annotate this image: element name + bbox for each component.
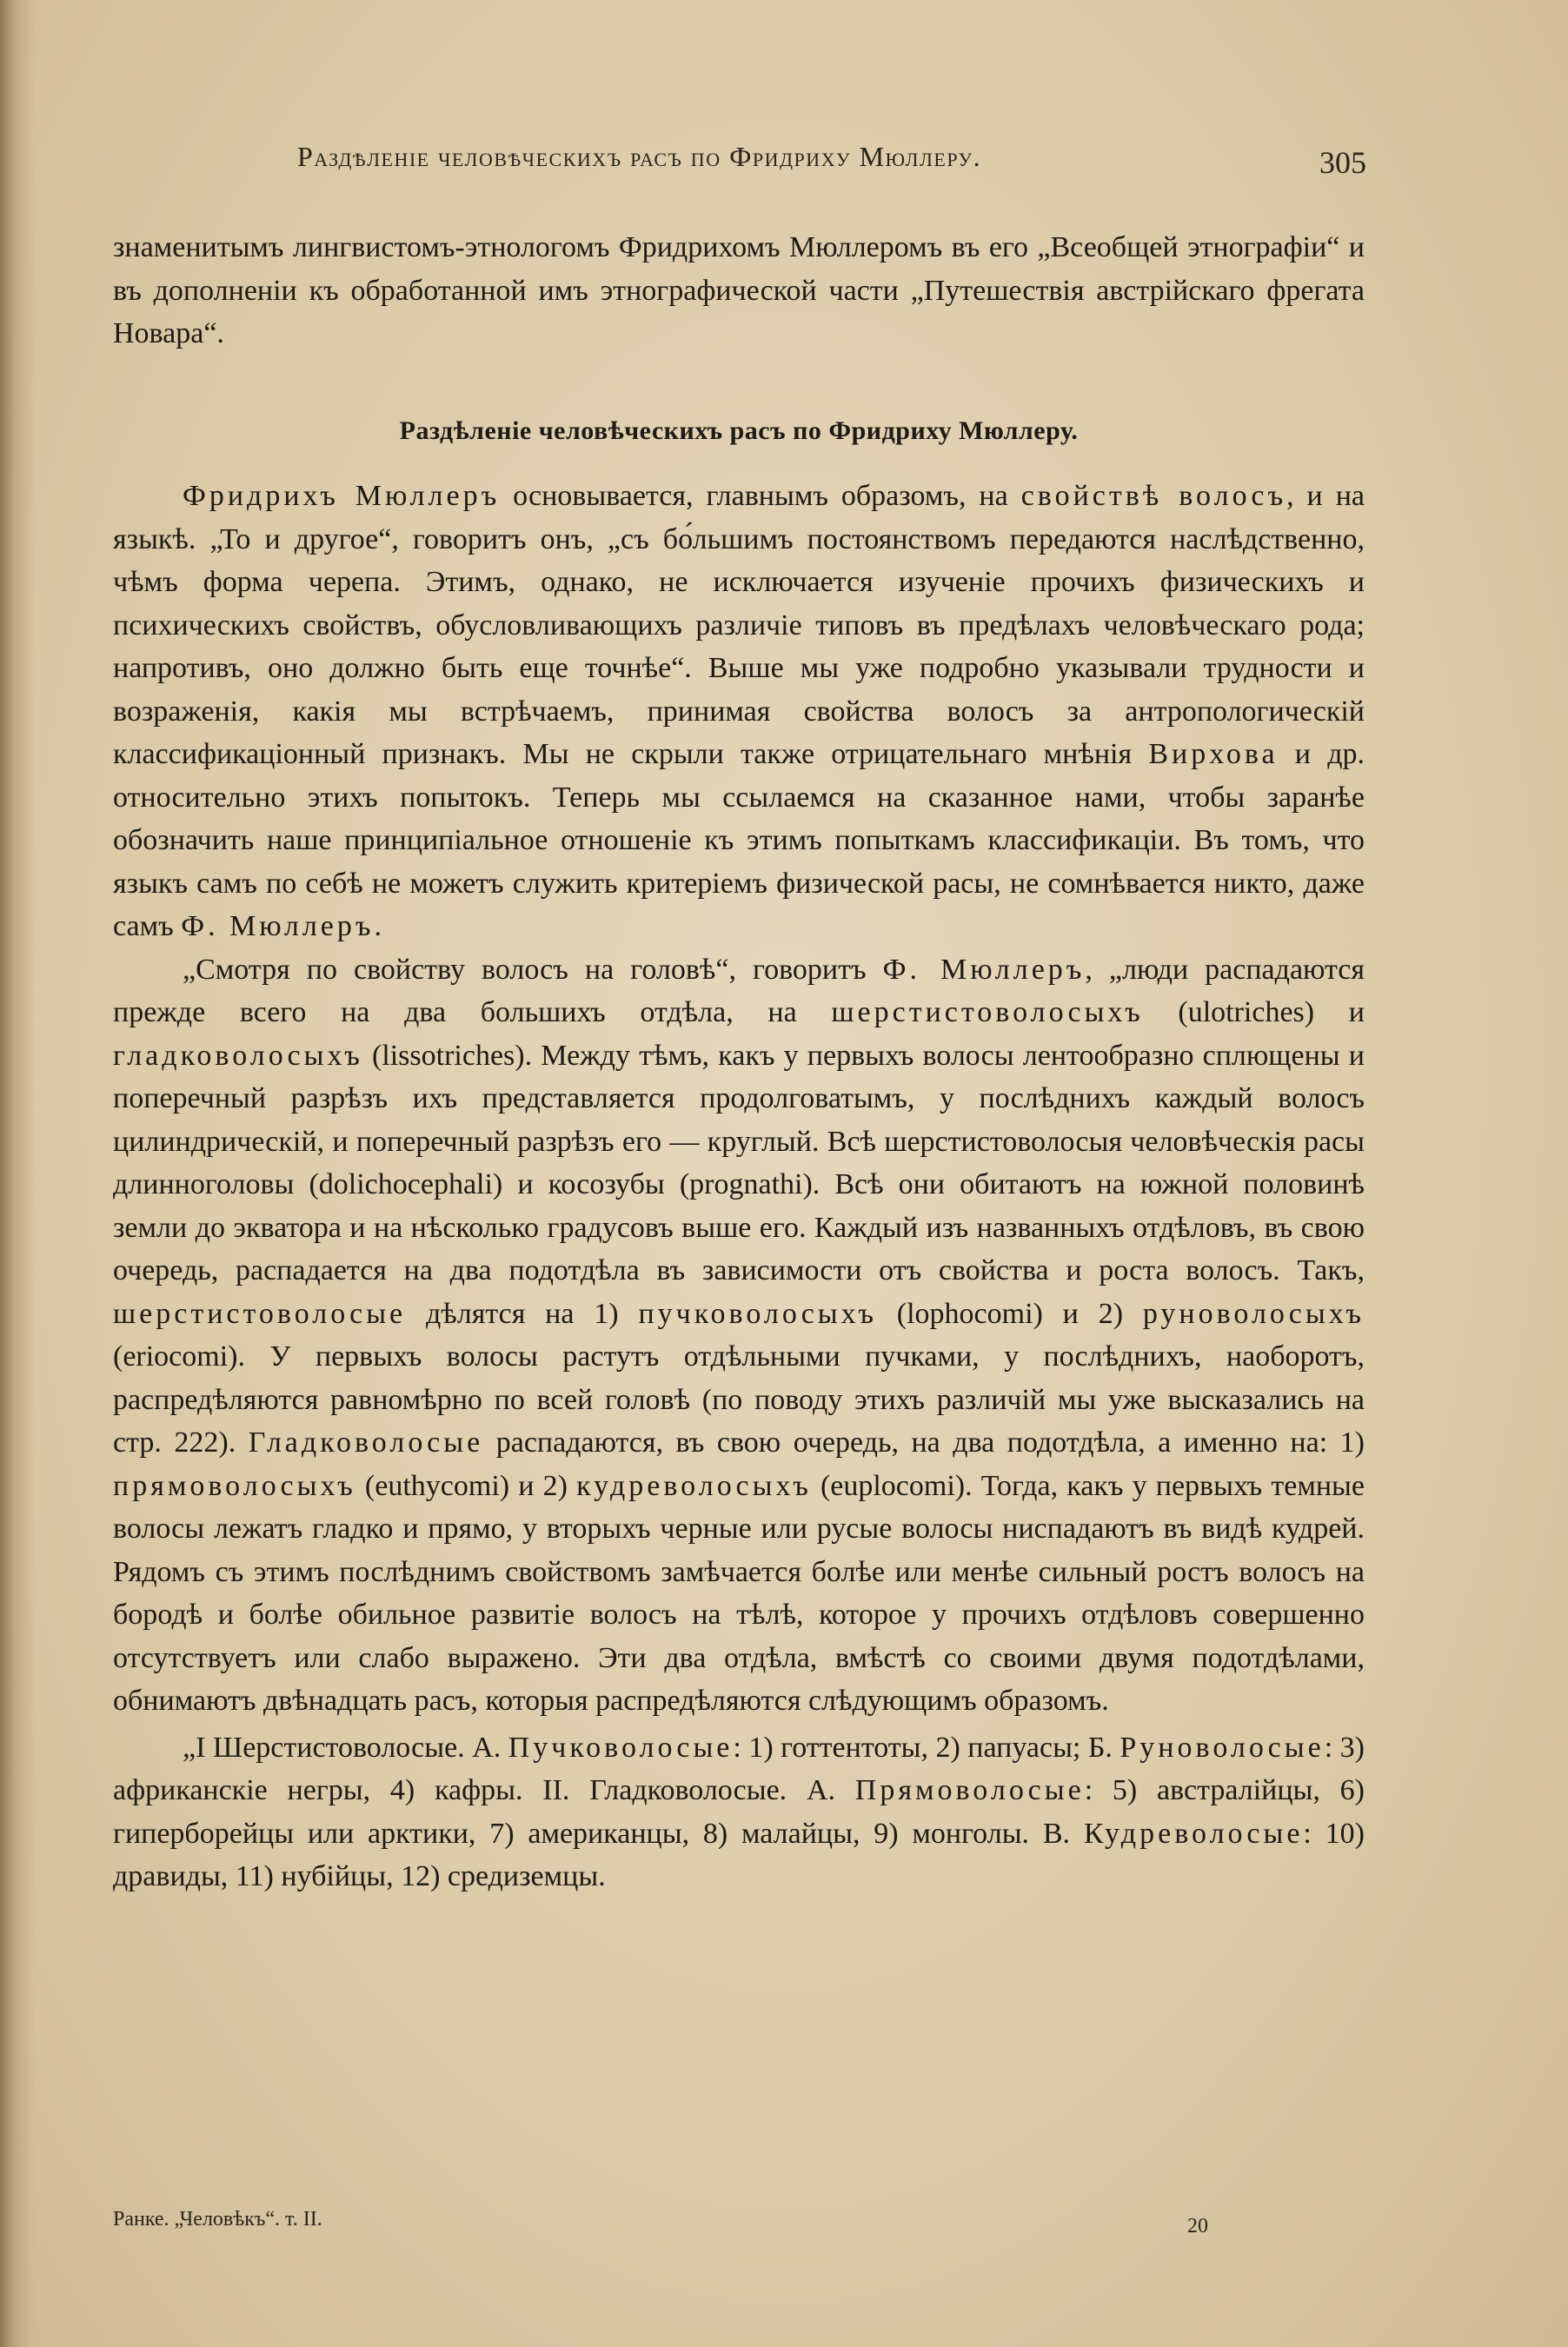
spaced-text: руноволосыхъ	[1142, 1297, 1365, 1330]
spaced-text: шерстистоволосыхъ	[831, 996, 1144, 1028]
paragraph-text: : 5) австралійцы, 6) гиперборейцы или арктики, 7) американцы, 8) малайцы, 9) монголы. В.	[113, 1774, 1365, 1850]
paragraph-text: .	[374, 910, 382, 942]
paragraph-text: (euplocomi). Тогда, какъ у первыхъ темные волосы лежатъ гладко и прямо, у вторыхъ черные или русые волосы ниспадаютъ въ видѣ кудрей. Рядомъ съ этимъ послѣднимъ свойствомъ замѣчается болѣе или менѣе сильный ростъ волосъ на бородѣ и болѣе обильное развитіе волосъ на тѣлѣ, которое у прочихъ отдѣловъ совершенно отсутствуетъ или слабо выражено. Эти два отдѣла, вмѣстѣ со своими двумя подотдѣлами, обнимаютъ двѣнадцать расъ, которыя распредѣляются слѣдующимъ образомъ.	[113, 1469, 1365, 1717]
spaced-text: Ф. Мюллеръ	[882, 953, 1086, 986]
paragraph-text: дѣлятся на 1)	[406, 1297, 639, 1330]
paragraph-text: распадаются, въ свою очередь, на два подотдѣла, а именно на: 1)	[483, 1426, 1365, 1459]
paragraph-text: , и на языкѣ. „То и другое“, говоритъ онъ, „съ бо́льшимъ постоянствомъ передаются наслѣдственно, чѣмъ форма черепа. Этимъ, однако, не исключается изученіе прочихъ физическихъ и психическихъ свойствъ, обусловливающихъ различіе типовъ въ предѣлахъ человѣческаго рода; напротивъ, оно должно быть еще точнѣе“. Выше мы уже подробно указывали трудности и возраженія, какія мы встрѣчаемъ, принимая свойства волосъ за антропологическій классификаціонный признакъ. Мы не скрыли также отрицательнаго мнѣнія	[113, 480, 1365, 770]
spaced-text: Кудреволосые	[1083, 1817, 1304, 1850]
spaced-text: кудреволосыхъ	[576, 1469, 812, 1502]
paragraph-2	[113, 948, 1365, 1723]
paragraph-text: (eriocomi). У первыхъ волосы растутъ отдѣльными пучками, у послѣднихъ, наоборотъ, распредѣляются равномѣрно по всей головѣ (по поводу этихъ различій мы уже высказались на стр. 222).	[113, 1340, 1365, 1459]
paragraph-text: „I Шерстистоволосые. А.	[183, 1731, 508, 1764]
spaced-text: прямоволосыхъ	[113, 1469, 356, 1502]
spaced-text: Ф. Мюллеръ	[181, 910, 375, 942]
paragraph-text: , „люди распадаются прежде всего на два большихъ отдѣла, на	[113, 953, 1365, 1028]
page-number: 305	[1319, 145, 1366, 180]
section-heading: Раздѣленіе человѣческихъ расъ по Фридриху Мюллеру.	[399, 416, 1079, 445]
paragraph-text: основывается, главнымъ образомъ, на	[500, 480, 1021, 512]
spaced-text: шерстистоволосые	[113, 1297, 407, 1330]
spaced-text: Руноволосые	[1120, 1731, 1325, 1764]
paragraph-text: : 3) африканскіе негры, 4) кафры. II. Гладковолосые. А.	[113, 1731, 1365, 1806]
paragraph-text: (lophocomi) и 2)	[876, 1297, 1143, 1330]
printer-signature: 20	[1187, 2215, 1208, 2237]
running-title: Раздѣленіе человѣческихъ расъ по Фридриху Мюллеру.	[297, 141, 982, 172]
spaced-text: Гладковолосые	[248, 1426, 484, 1459]
spaced-text: пучковолосыхъ	[638, 1297, 877, 1330]
paragraph-text: и др. относительно этихъ попытокъ. Теперь мы ссылаемся на сказанное нами, чтобы заранѣе обозначить наше принципіальное отношеніе къ этимъ попыткамъ классификаціи. Въ томъ, что языкъ самъ по себѣ не можетъ служить критеріемъ физической расы, не сомнѣвается никто, даже самъ	[113, 738, 1365, 942]
classification-quote	[113, 1726, 1365, 1898]
spaced-text: Фридрихъ Мюллеръ	[183, 480, 501, 512]
paragraph-text: „Смотря по свойству волосъ на головѣ“, говоритъ	[183, 953, 883, 986]
paragraph-text: (lissotriches). Между тѣмъ, какъ у первыхъ волосы лентообразно сплющены и поперечный разрѣзъ ихъ представляется продолговатымъ, у послѣднихъ каждый волосъ цилиндрическій, и поперечный разрѣзъ его — круглый. Всѣ шерстистоволосыя человѣческія расы длинноголовы (dolichocephali) и косозубы (prognathi). Всѣ они обитаютъ на южной половинѣ земли до экватора и на нѣсколько градусовъ выше его. Каждый изъ названныхъ отдѣловъ, въ свою очередь, распадается на два подотдѣла въ зависимости отъ свойства и роста волосъ. Такъ,	[113, 1039, 1365, 1287]
paragraph-text: : 1) готтентоты, 2) папуасы; Б.	[733, 1731, 1120, 1764]
paragraph-text: : 10) дравиды, 11) нубійцы, 12) средиземцы.	[113, 1817, 1365, 1892]
spaced-text: гладковолосыхъ	[113, 1039, 363, 1072]
footer-source: Ранке. „Человѣкъ“. т. II.	[113, 2208, 322, 2231]
page-header	[297, 132, 1366, 184]
spaced-text: Вирхова	[1148, 738, 1279, 770]
paragraph-text: (ulotriches) и	[1143, 996, 1365, 1028]
spaced-text: Пучковолосые	[508, 1731, 734, 1764]
spaced-text: свойствѣ волосъ	[1020, 480, 1287, 512]
spaced-text: Прямоволосые	[854, 1774, 1085, 1806]
main-text	[113, 226, 1365, 1898]
binding-shadow	[0, 0, 35, 2347]
intro-paragraph: знаменитымъ лингвистомъ-этнологомъ Фридрихомъ Мюллеромъ въ его „Всеобщей этнографіи“ и въ дополненіи къ обработанной имъ этнографической части „Путешествія австрійскаго фрегата Новара“.	[113, 231, 1365, 349]
paragraph-1	[113, 475, 1365, 948]
paragraph-text: (euthycomi) и 2)	[355, 1469, 577, 1502]
page-footer	[113, 2208, 1365, 2251]
